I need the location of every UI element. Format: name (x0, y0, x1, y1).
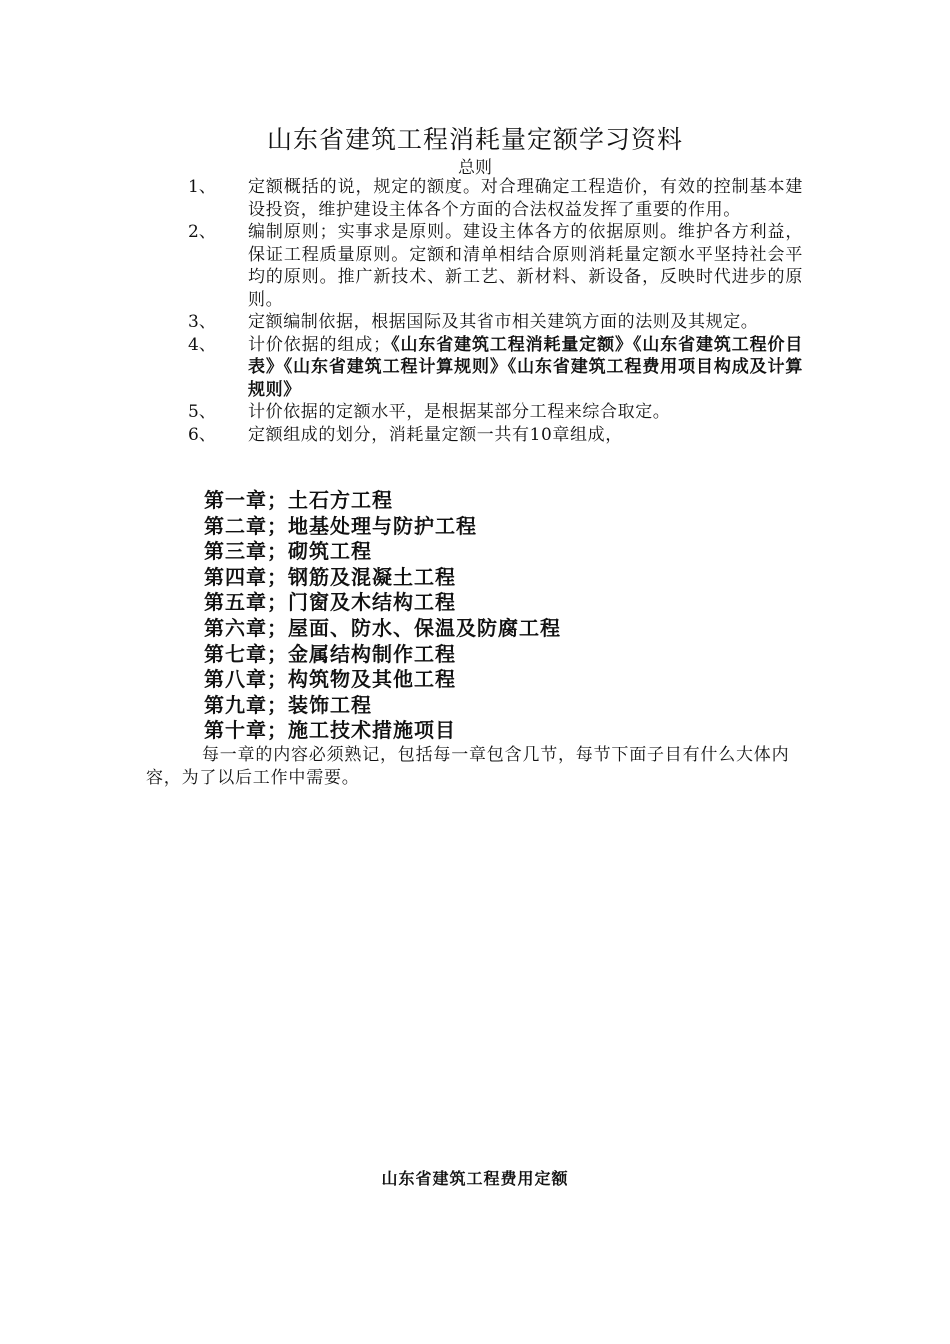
item-number: 3、 (188, 312, 216, 332)
chapter-list (204, 488, 764, 744)
chapter-item: 第九章；装饰工程 (204, 692, 372, 717)
pricing-basis-titles: 《山东省建筑工程消耗量定额》《山东省建筑工程价目表》《山东省建筑工程计算规则》《山东省建筑工程费用项目构成及计算规则》 (248, 334, 803, 400)
item-text: 定额编制依据，根据国际及其省市相关建筑方面的法则及其规定。 (248, 312, 759, 332)
item-number: 1、 (188, 177, 216, 197)
chapter-item: 第二章；地基处理与防护工程 (204, 513, 477, 538)
numbered-list (188, 176, 808, 446)
item-number: 5、 (188, 402, 216, 422)
list-item (188, 424, 808, 447)
chapter-item: 第七章；金属结构制作工程 (204, 641, 456, 666)
chapter-item: 第十章；施工技术措施项目 (204, 718, 456, 743)
closing-text: 每一章的内容必须熟记，包括每一章包含几节，每节下面子目有什么大体内容，为了以后工作中需要。 (146, 745, 790, 788)
chapter-item: 第一章；土石方工程 (204, 488, 393, 512)
section-title: 总则 (458, 158, 492, 178)
next-section-title: 山东省建筑工程费用定额 (381, 1169, 569, 1188)
list-item (188, 334, 808, 402)
list-item (188, 311, 808, 334)
item-text: 编制原则；实事求是原则。建设主体各方的依据原则。维护各方利益，保证工程质量原则。定额和清单相结合原则消耗量定额水平坚持社会平均的原则。推广新技术、新工艺、新材料、新设备，反映时代进步的原则。 (248, 222, 803, 310)
chapter-item: 第五章；门窗及木结构工程 (204, 590, 456, 615)
chapter-item: 第八章；构筑物及其他工程 (204, 667, 456, 692)
list-item (188, 221, 808, 311)
item-text: 定额组成的划分，消耗量定额一共有10章组成， (248, 424, 623, 445)
item-number: 4、 (188, 334, 216, 355)
item-text: 计价依据的定额水平，是根据某部分工程来综合取定。 (248, 402, 671, 422)
list-item (188, 176, 808, 221)
chapter-item: 第四章；钢筋及混凝土工程 (204, 564, 456, 589)
item-number: 6、 (188, 424, 216, 445)
chapter-item: 第三章；砌筑工程 (204, 539, 372, 564)
document-title: 山东省建筑工程消耗量定额学习资料 (266, 125, 683, 154)
item-text (248, 334, 803, 402)
list-item (188, 401, 808, 424)
item-number: 2、 (188, 222, 216, 242)
item-text-prefix: 计价依据的组成； (248, 334, 391, 355)
item-text: 定额概括的说，规定的额度。对合理确定工程造价，有效的控制基本建设投资，维护建设主体各个方面的合法权益发挥了重要的作用。 (248, 177, 803, 220)
chapter-item: 第六章；屋面、防水、保温及防腐工程 (204, 615, 561, 640)
closing-paragraph (146, 744, 806, 790)
